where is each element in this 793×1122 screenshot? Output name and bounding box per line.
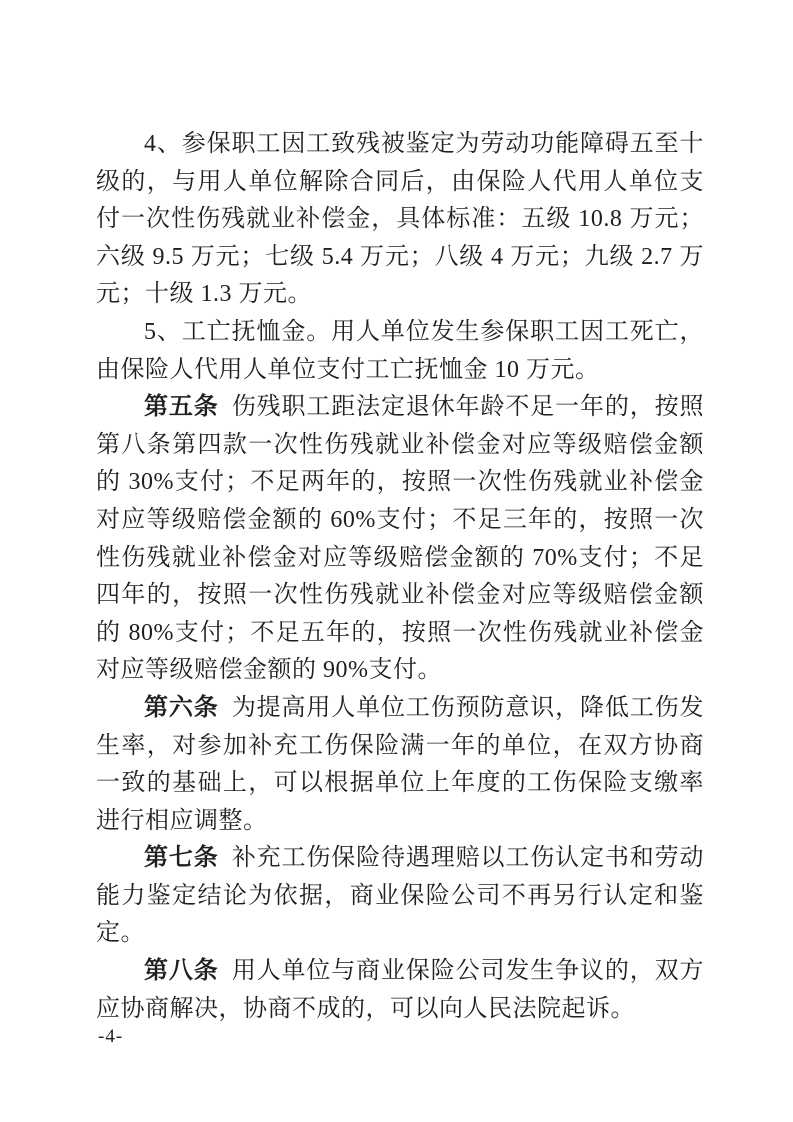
paragraph: 5、工亡抚恤金。用人单位发生参保职工因工死亡，由保险人代用人单位支付工亡抚恤金 10 万元。 (96, 318, 704, 383)
page-number: -4- (98, 1026, 124, 1047)
article-heading: 第六条 (144, 694, 219, 721)
article-heading: 第七条 (144, 845, 219, 872)
paragraph: 第八条 用人单位与商业保险公司发生争议的，双方应协商解决，协商不成的，可以向人民法院起诉。 (96, 958, 705, 1022)
paragraph: 第六条 为提高用人单位工伤预防意识，降低工伤发生率，对参加补充工伤保险满一年的单位，在双方协商一致的基础上，可以根据单位上年度的工伤保险支缴率进行相应调整。 (96, 694, 705, 834)
article-heading: 第五条 (144, 394, 219, 421)
paragraph: 第七条 补充工伤保险待遇理赔以工伤认定书和劳动能力鉴定结论为依据，商业保险公司不再另行认定和鉴定。 (96, 845, 705, 947)
document-body (96, 126, 704, 1028)
paragraph: 第五条 伤残职工距法定退休年龄不足一年的，按照第八条第四款一次性伤残就业补偿金对应等级赔偿金额的 30%支付；不足两年的，按照一次性伤残就业补偿金对应等级赔偿金额的 60%支付；不足三年的，按照一次性伤残就业补偿金对应等级赔偿金额的 70%支付；不足四年的，按照一次性伤残就业补偿金对应等级赔偿金额的 80%支付；不足五年的，按照一次性伤残就业补偿金对应等级赔偿金额的 90%支付。 (96, 394, 705, 684)
article-heading: 第八条 (144, 958, 219, 985)
paragraph: 4、参保职工因工致残被鉴定为劳动功能障碍五至十级的，与用人单位解除合同后，由保险人代用人单位支付一次性伤残就业补偿金，具体标准：五级 10.8 万元；六级 9.5 万元；七级 5.4 万元；八级 4 万元；九级 2.7 万元；十级 1.3 万元。 (96, 131, 704, 308)
